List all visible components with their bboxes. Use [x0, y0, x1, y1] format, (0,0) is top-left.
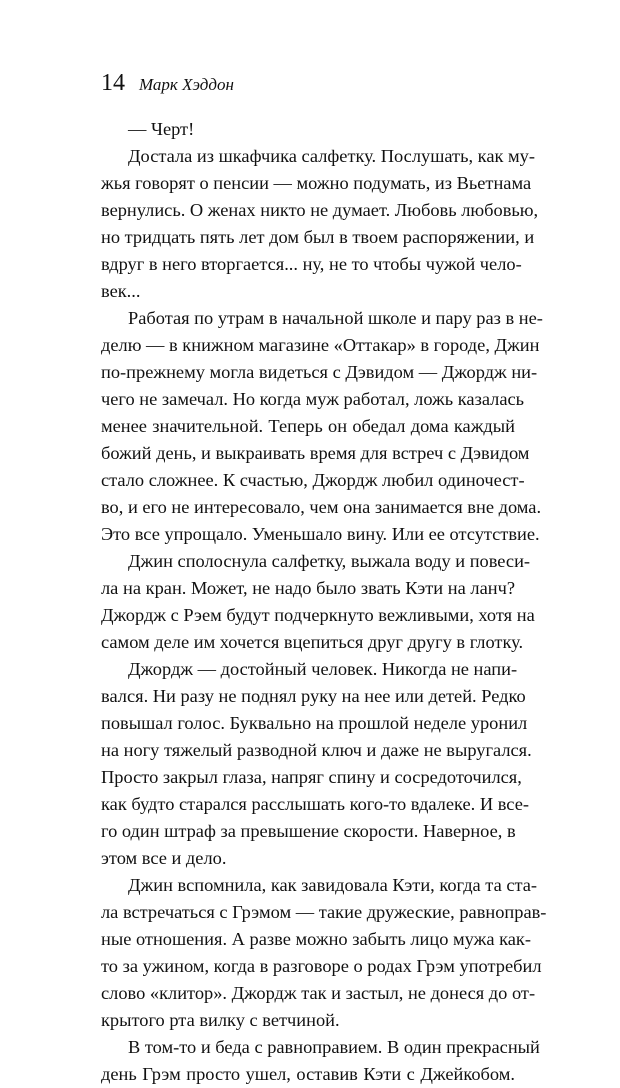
text-line: этом все и дело. [101, 848, 227, 868]
text-line: Просто закрыл глаза, напряг спину и сосредоточился, [101, 767, 522, 787]
text-line: повышал голос. Буквально на прошлой неделе уронил [101, 713, 528, 733]
text-line: вдруг в него вторгается... ну, не то чтобы чужой чело- [101, 254, 522, 274]
text-line: ные отношения. А разве можно забыть лицо мужа как- [101, 929, 531, 949]
text-line: делю — в книжном магазине «Оттакар» в городе, Джин [101, 335, 540, 355]
text-line: жья говорят о пенсии — можно подумать, из Вьетнама [101, 173, 532, 193]
text-line: Это все упрощало. Уменьшало вину. Или ее отсутствие. [101, 524, 540, 544]
text-line: Достала из шкафчика салфетку. Послушать, как му- [128, 146, 535, 166]
text-line: как будто старался расслышать кого-то вдалеке. И все- [101, 794, 529, 814]
text-line: Джин сполоснула салфетку, выжала воду и повеси- [128, 551, 531, 571]
body-text [101, 116, 547, 1088]
text-line: божий день, и выкраивать время для встреч с Дэвидом [101, 443, 530, 463]
text-line: во, и его не интересовало, чем она занимается вне дома. [101, 497, 542, 517]
text-line: ла на кран. Может, не надо было звать Кэти на ланч? [101, 578, 515, 598]
text-line: по-прежнему могла видеться с Дэвидом — Джордж ни- [101, 362, 538, 382]
text-line: самом деле им хочется вцепиться друг другу в глотку. [101, 632, 524, 652]
text-line: В том-то и беда с равноправием. В один прекрасный [128, 1037, 540, 1057]
text-line: день Грэм просто ушел, оставив Кэти с Джейкобом. [101, 1064, 515, 1084]
text-line: чего не замечал. Но когда муж работал, ложь казалась [101, 389, 525, 409]
text-line: на ногу тяжелый разводной ключ и даже не выругался. [101, 740, 532, 760]
text-line: Джордж с Рэем будут подчеркнуто вежливыми, хотя на [101, 605, 535, 625]
page-header [101, 70, 234, 100]
text-line: но тридцать пять лет дом был в твоем распоряжении, и [101, 227, 535, 247]
text-line: вернулись. О женах никто не думает. Любовь любовью, [101, 200, 539, 220]
text-line: стало сложнее. К счастью, Джордж любил одиночест- [101, 470, 525, 490]
text-line: Джордж — достойный человек. Никогда не напи- [128, 659, 518, 679]
text-line: слово «клитор». Джордж так и застыл, не донеся до от- [101, 983, 536, 1003]
text-line: го один штраф за превышение скорости. Наверное, в [101, 821, 516, 841]
text-line: то за ужином, когда в разговоре о родах Грэм употребил [101, 956, 542, 976]
text-line: менее значительной. Теперь он обедал дома каждый [101, 416, 515, 436]
page-number: 14 [101, 70, 125, 96]
text-line: Джин вспомнила, как завидовала Кэти, когда та ста- [128, 875, 538, 895]
text-line: — Черт! [128, 119, 195, 139]
text-line: вался. Ни разу не поднял руку на нее или детей. Редко [101, 686, 526, 706]
running-head-author: Марк Хэддон [139, 75, 234, 94]
text-line: крытого рта вилку с ветчиной. [101, 1010, 340, 1030]
text-line: век... [101, 281, 141, 301]
text-line: Работая по утрам в начальной школе и пару раз в не- [128, 308, 543, 328]
text-line: ла встречаться с Грэмом — такие дружеские, равнопрaв- [101, 902, 547, 922]
